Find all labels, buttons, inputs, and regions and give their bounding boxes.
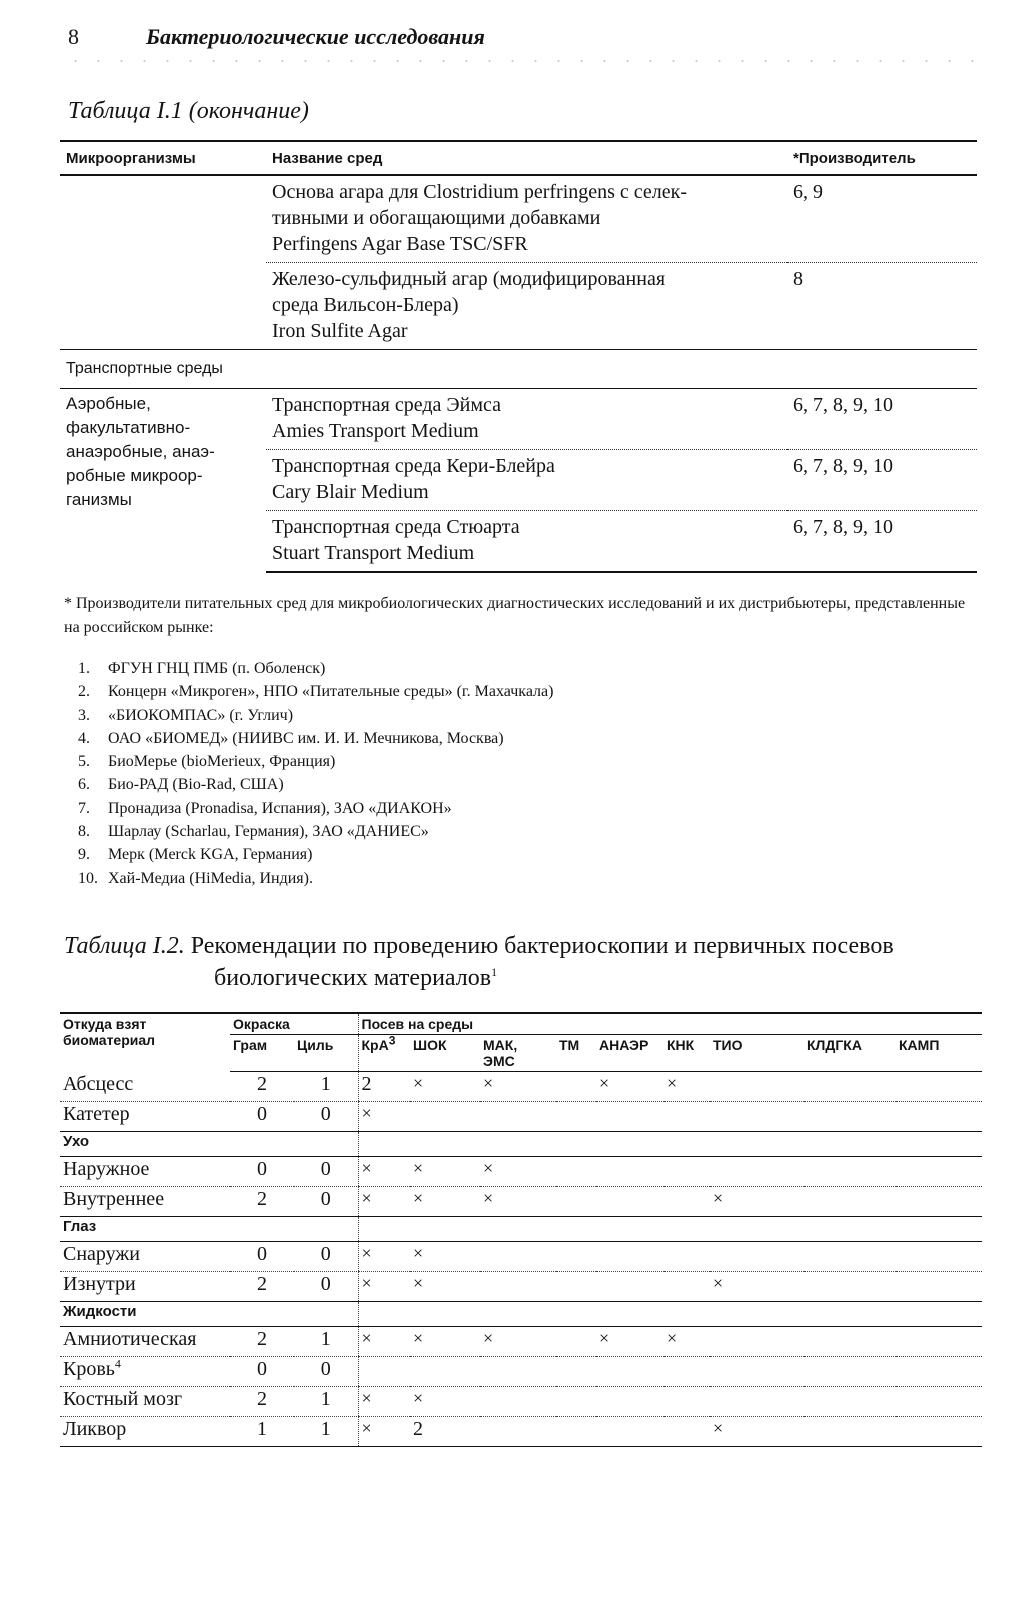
medium-cell [266, 450, 787, 511]
list-item [78, 680, 553, 703]
empty-cell [60, 175, 266, 263]
culture-cell: × [358, 1187, 410, 1217]
list-number: 2. [78, 683, 90, 701]
empty-cell [60, 263, 266, 350]
col-stain: Циль [294, 1035, 358, 1072]
list-number: 6. [78, 776, 90, 794]
culture-cell [710, 1357, 804, 1387]
culture-cell [896, 1417, 982, 1447]
table2-header-row [60, 1013, 982, 1035]
culture-cell [596, 1157, 664, 1187]
footnote-text: * Производители питательных сред для микробиологических диагностических исследований и их дистрибьютеры, представленные на российском рынке: [64, 595, 966, 636]
col-medium: КНК [664, 1035, 710, 1072]
microbe-cell [60, 389, 266, 573]
culture-cell [596, 1272, 664, 1302]
list-text: Хай-Медиа (HiMedia, Индия). [108, 869, 313, 887]
list-item [78, 773, 553, 796]
source-cell: Катетер [60, 1102, 230, 1132]
culture-cell [804, 1387, 896, 1417]
culture-cell [556, 1242, 596, 1272]
footnote-mark: 4 [114, 1356, 121, 1371]
col-group-stain: Окраска [230, 1013, 358, 1035]
list-number: 10. [78, 869, 98, 887]
list-item [78, 843, 553, 866]
page-number: 8 [68, 24, 79, 49]
ziehl-cell: 0 [294, 1272, 358, 1302]
culture-cell [596, 1357, 664, 1387]
culture-cell [664, 1242, 710, 1272]
gram-cell: 2 [230, 1072, 294, 1102]
culture-cell [804, 1272, 896, 1302]
list-number: 1. [78, 660, 90, 677]
source-cell: Изнутри [60, 1272, 230, 1302]
culture-cell [556, 1387, 596, 1417]
culture-cell: × [358, 1417, 410, 1447]
culture-cell [664, 1357, 710, 1387]
culture-cell: × [410, 1157, 480, 1187]
gram-cell: 0 [230, 1157, 294, 1187]
section-row [60, 1217, 982, 1242]
source-cell: Кровь$^4$ [60, 1357, 230, 1387]
running-head [64, 18, 984, 58]
culture-cell [664, 1387, 710, 1417]
culture-cell [896, 1327, 982, 1357]
col-source: Откуда взят биоматериал [60, 1013, 230, 1072]
table-row [60, 1417, 982, 1447]
culture-cell [804, 1157, 896, 1187]
source-cell: Абсцесс [60, 1072, 230, 1102]
ziehl-cell: 1 [294, 1072, 358, 1102]
list-number: 4. [78, 729, 90, 747]
culture-cell [896, 1102, 982, 1132]
culture-cell [710, 1327, 804, 1357]
culture-cell: × [480, 1157, 556, 1187]
producer-cell: 8 [793, 268, 803, 290]
table-row [60, 1327, 982, 1357]
gram-cell: 2 [230, 1387, 294, 1417]
table2-caption [64, 930, 994, 994]
medium-line: Stuart Transport Medium [272, 542, 475, 564]
col-medium: МАК, ЭМС [480, 1035, 556, 1072]
culture-cell [358, 1357, 410, 1387]
table2-body [60, 1072, 982, 1447]
list-text: Шарлау (Scharlau, Германия), ЗАО «ДАНИЕС» [108, 823, 429, 841]
table-row [60, 1072, 982, 1102]
culture-cell [596, 1417, 664, 1447]
footnote-mark: 3 [388, 1033, 396, 1048]
section-row [60, 350, 977, 389]
table-row [60, 1357, 982, 1387]
table1-col-media: Название сред [266, 141, 787, 175]
culture-cell [896, 1187, 982, 1217]
gram-cell: 1 [230, 1417, 294, 1447]
list-item [78, 867, 553, 890]
medium-line: Основа агара для Clostridium perfringens с селек- [272, 181, 688, 203]
microbe-line: Аэробные, [66, 394, 151, 413]
list-number: 9. [78, 846, 90, 864]
table1-col-producer: *Производитель [787, 141, 977, 175]
ziehl-cell: 0 [294, 1157, 358, 1187]
col-medium: ШОК [410, 1035, 480, 1072]
culture-cell [596, 1102, 664, 1132]
section-label: Транспортные среды [60, 350, 977, 389]
col-stain: Грам [230, 1035, 294, 1072]
culture-cell: × [710, 1187, 804, 1217]
culture-cell [556, 1102, 596, 1132]
ziehl-cell: 1 [294, 1387, 358, 1417]
list-item [78, 727, 553, 750]
medium-line: Amies Transport Medium [272, 420, 479, 442]
culture-cell [664, 1187, 710, 1217]
gram-cell: 2 [230, 1187, 294, 1217]
culture-cell [804, 1327, 896, 1357]
culture-cell: × [664, 1327, 710, 1357]
culture-cell [896, 1072, 982, 1102]
culture-cell: 2 [410, 1417, 480, 1447]
table1-col-microbes: Микроорганизмы [60, 141, 266, 175]
culture-cell: × [710, 1417, 804, 1447]
source-cell: Снаружи [60, 1242, 230, 1272]
culture-cell: × [664, 1072, 710, 1102]
culture-cell: × [480, 1187, 556, 1217]
culture-cell [556, 1072, 596, 1102]
table1-header-row [60, 141, 977, 175]
culture-cell [804, 1242, 896, 1272]
culture-cell [896, 1272, 982, 1302]
source-cell: Внутреннее [60, 1187, 230, 1217]
source-cell: Амниотическая [60, 1327, 230, 1357]
culture-cell [556, 1272, 596, 1302]
culture-cell [896, 1157, 982, 1187]
culture-cell [896, 1242, 982, 1272]
culture-cell: × [596, 1072, 664, 1102]
list-number: 3. [78, 706, 90, 724]
ziehl-cell: 1 [294, 1417, 358, 1447]
culture-cell: × [410, 1187, 480, 1217]
col-group-culture: Посев на среды [358, 1013, 982, 1035]
producer-list [78, 657, 553, 890]
culture-cell [480, 1357, 556, 1387]
col-medium: КЛДГКА [804, 1035, 896, 1072]
culture-cell [556, 1417, 596, 1447]
table2-caption-label: Таблица I.2. [64, 933, 185, 959]
culture-cell: × [410, 1327, 480, 1357]
list-item [78, 657, 553, 680]
culture-cell: × [358, 1327, 410, 1357]
table2-caption-text: Рекомендации по проведению бактериоскопии и первичных посевов [184, 933, 894, 959]
list-text: Пронадиза (Pronadisa, Испания), ЗАО «ДИАКОН» [108, 799, 452, 817]
medium-line: Cary Blair Medium [272, 481, 429, 503]
culture-cell: × [410, 1072, 480, 1102]
table-row [60, 1272, 982, 1302]
culture-cell [596, 1387, 664, 1417]
gram-cell: 2 [230, 1327, 294, 1357]
culture-cell [710, 1157, 804, 1187]
culture-cell [480, 1387, 556, 1417]
medium-line: Iron Sulfite Agar [272, 320, 408, 342]
medium-cell [266, 389, 787, 450]
section-spacer [358, 1132, 982, 1157]
culture-cell [556, 1327, 596, 1357]
section-spacer [358, 1302, 982, 1327]
culture-cell: × [410, 1242, 480, 1272]
col-medium: АНАЭР [596, 1035, 664, 1072]
medium-line: Транспортная среда Эймса [272, 394, 501, 416]
source-cell: Ликвор [60, 1417, 230, 1447]
list-text: Концерн «Микроген», НПО «Питательные среды» (г. Махачкала) [108, 683, 554, 701]
table-row [60, 1387, 982, 1417]
culture-cell [664, 1102, 710, 1132]
list-item [78, 750, 553, 773]
culture-cell: × [710, 1272, 804, 1302]
list-item [78, 820, 553, 843]
culture-cell: × [410, 1272, 480, 1302]
producer-cell: 6, 9 [787, 175, 977, 263]
gram-cell: 2 [230, 1272, 294, 1302]
producer-cell: 6, 7, 8, 9, 10 [787, 389, 977, 450]
running-title: Бактериологические исследования [146, 24, 485, 49]
medium-line: Perfingens Agar Base TSC/SFR [272, 233, 528, 255]
medium-line: Железо-сульфидный агар (модифицированная [272, 268, 666, 290]
culture-cell: × [596, 1327, 664, 1357]
microbe-line: факультативно- [66, 418, 191, 437]
medium-line: Транспортная среда Стюарта [272, 516, 520, 538]
culture-cell [480, 1102, 556, 1132]
table-row [60, 1242, 982, 1272]
table1 [60, 140, 977, 573]
medium-line: среда Вильсон-Блера) [272, 294, 459, 316]
section-row [60, 1302, 982, 1327]
culture-cell [556, 1157, 596, 1187]
culture-cell [804, 1357, 896, 1387]
table2 [60, 1012, 982, 1447]
list-text: Био-РАД (Bio-Rad, США) [108, 776, 284, 794]
microbe-line: робные микроор- [66, 466, 203, 485]
culture-cell [804, 1102, 896, 1132]
table-row [60, 389, 977, 450]
culture-cell [596, 1242, 664, 1272]
table-row [60, 1102, 982, 1132]
microbe-line: ганизмы [66, 490, 132, 509]
list-text: ФГУН ГНЦ ПМБ (п. Оболенск) [108, 660, 326, 677]
medium-line: Транспортная среда Кери-Блейра [272, 455, 555, 477]
source-cell: Наружное [60, 1157, 230, 1187]
gram-cell: 0 [230, 1102, 294, 1132]
culture-cell [710, 1072, 804, 1102]
list-number: 8. [78, 823, 90, 841]
section-label: Жидкости [60, 1302, 358, 1327]
ziehl-cell: 0 [294, 1357, 358, 1387]
col-medium: КрА$^3$ [358, 1035, 410, 1072]
culture-cell: × [358, 1242, 410, 1272]
culture-cell [410, 1357, 480, 1387]
list-text: ОАО «БИОМЕД» (НИИВС им. И. И. Мечникова, Москва) [108, 729, 504, 747]
col-medium: ТИО [710, 1035, 804, 1072]
culture-cell [480, 1272, 556, 1302]
culture-cell: × [358, 1387, 410, 1417]
table-row [60, 1157, 982, 1187]
culture-cell [480, 1417, 556, 1447]
culture-cell: 2 [358, 1072, 410, 1102]
culture-cell [556, 1187, 596, 1217]
culture-cell: × [358, 1157, 410, 1187]
culture-cell [710, 1102, 804, 1132]
culture-cell [710, 1387, 804, 1417]
microbe-line: анаэробные, анаэ- [66, 442, 215, 461]
section-spacer [358, 1217, 982, 1242]
col-medium: ТМ [556, 1035, 596, 1072]
culture-cell [804, 1187, 896, 1217]
culture-cell: × [480, 1072, 556, 1102]
table-row [60, 263, 977, 350]
medium-line: тивными и обогащающими добавками [272, 207, 601, 229]
gram-cell: 0 [230, 1357, 294, 1387]
ziehl-cell: 1 [294, 1327, 358, 1357]
culture-cell [596, 1187, 664, 1217]
list-number: 7. [78, 799, 90, 817]
culture-cell [410, 1102, 480, 1132]
culture-cell [664, 1417, 710, 1447]
list-item [78, 797, 553, 820]
medium-cell [266, 175, 787, 263]
list-text: Мерк (Merck KGA, Германия) [108, 846, 313, 864]
section-row [60, 1132, 982, 1157]
culture-cell: × [480, 1327, 556, 1357]
culture-cell: × [410, 1387, 480, 1417]
culture-cell [804, 1417, 896, 1447]
ziehl-cell: 0 [294, 1102, 358, 1132]
table-row [60, 175, 977, 263]
culture-cell [556, 1357, 596, 1387]
footnote-mark: 1 [491, 965, 498, 979]
ziehl-cell: 0 [294, 1242, 358, 1272]
scan-noise [64, 58, 984, 66]
table-row [60, 1187, 982, 1217]
culture-cell: × [358, 1102, 410, 1132]
table1-caption: Таблица I.1 (окончание) [68, 98, 309, 124]
section-label: Глаз [60, 1217, 358, 1242]
culture-cell: × [358, 1272, 410, 1302]
culture-cell [710, 1242, 804, 1272]
col-medium: КАМП [896, 1035, 982, 1072]
gram-cell: 0 [230, 1242, 294, 1272]
medium-cell [266, 511, 787, 573]
table2-caption-text2: биологических материалов [214, 965, 492, 991]
list-number: 5. [78, 753, 90, 771]
source-cell: Костный мозг [60, 1387, 230, 1417]
producer-cell: 6, 7, 8, 9, 10 [787, 450, 977, 511]
culture-cell [664, 1157, 710, 1187]
list-text: «БИОКОМПАС» (г. Углич) [108, 706, 294, 724]
culture-cell [896, 1387, 982, 1417]
culture-cell [804, 1072, 896, 1102]
section-label: Ухо [60, 1132, 358, 1157]
producer-cell: 6, 7, 8, 9, 10 [787, 511, 977, 573]
list-text: БиоМерье (bioMerieux, Франция) [108, 753, 336, 771]
culture-cell [480, 1242, 556, 1272]
list-item [78, 704, 553, 727]
medium-cell [266, 263, 787, 350]
culture-cell [896, 1357, 982, 1387]
ziehl-cell: 0 [294, 1187, 358, 1217]
culture-cell [664, 1272, 710, 1302]
